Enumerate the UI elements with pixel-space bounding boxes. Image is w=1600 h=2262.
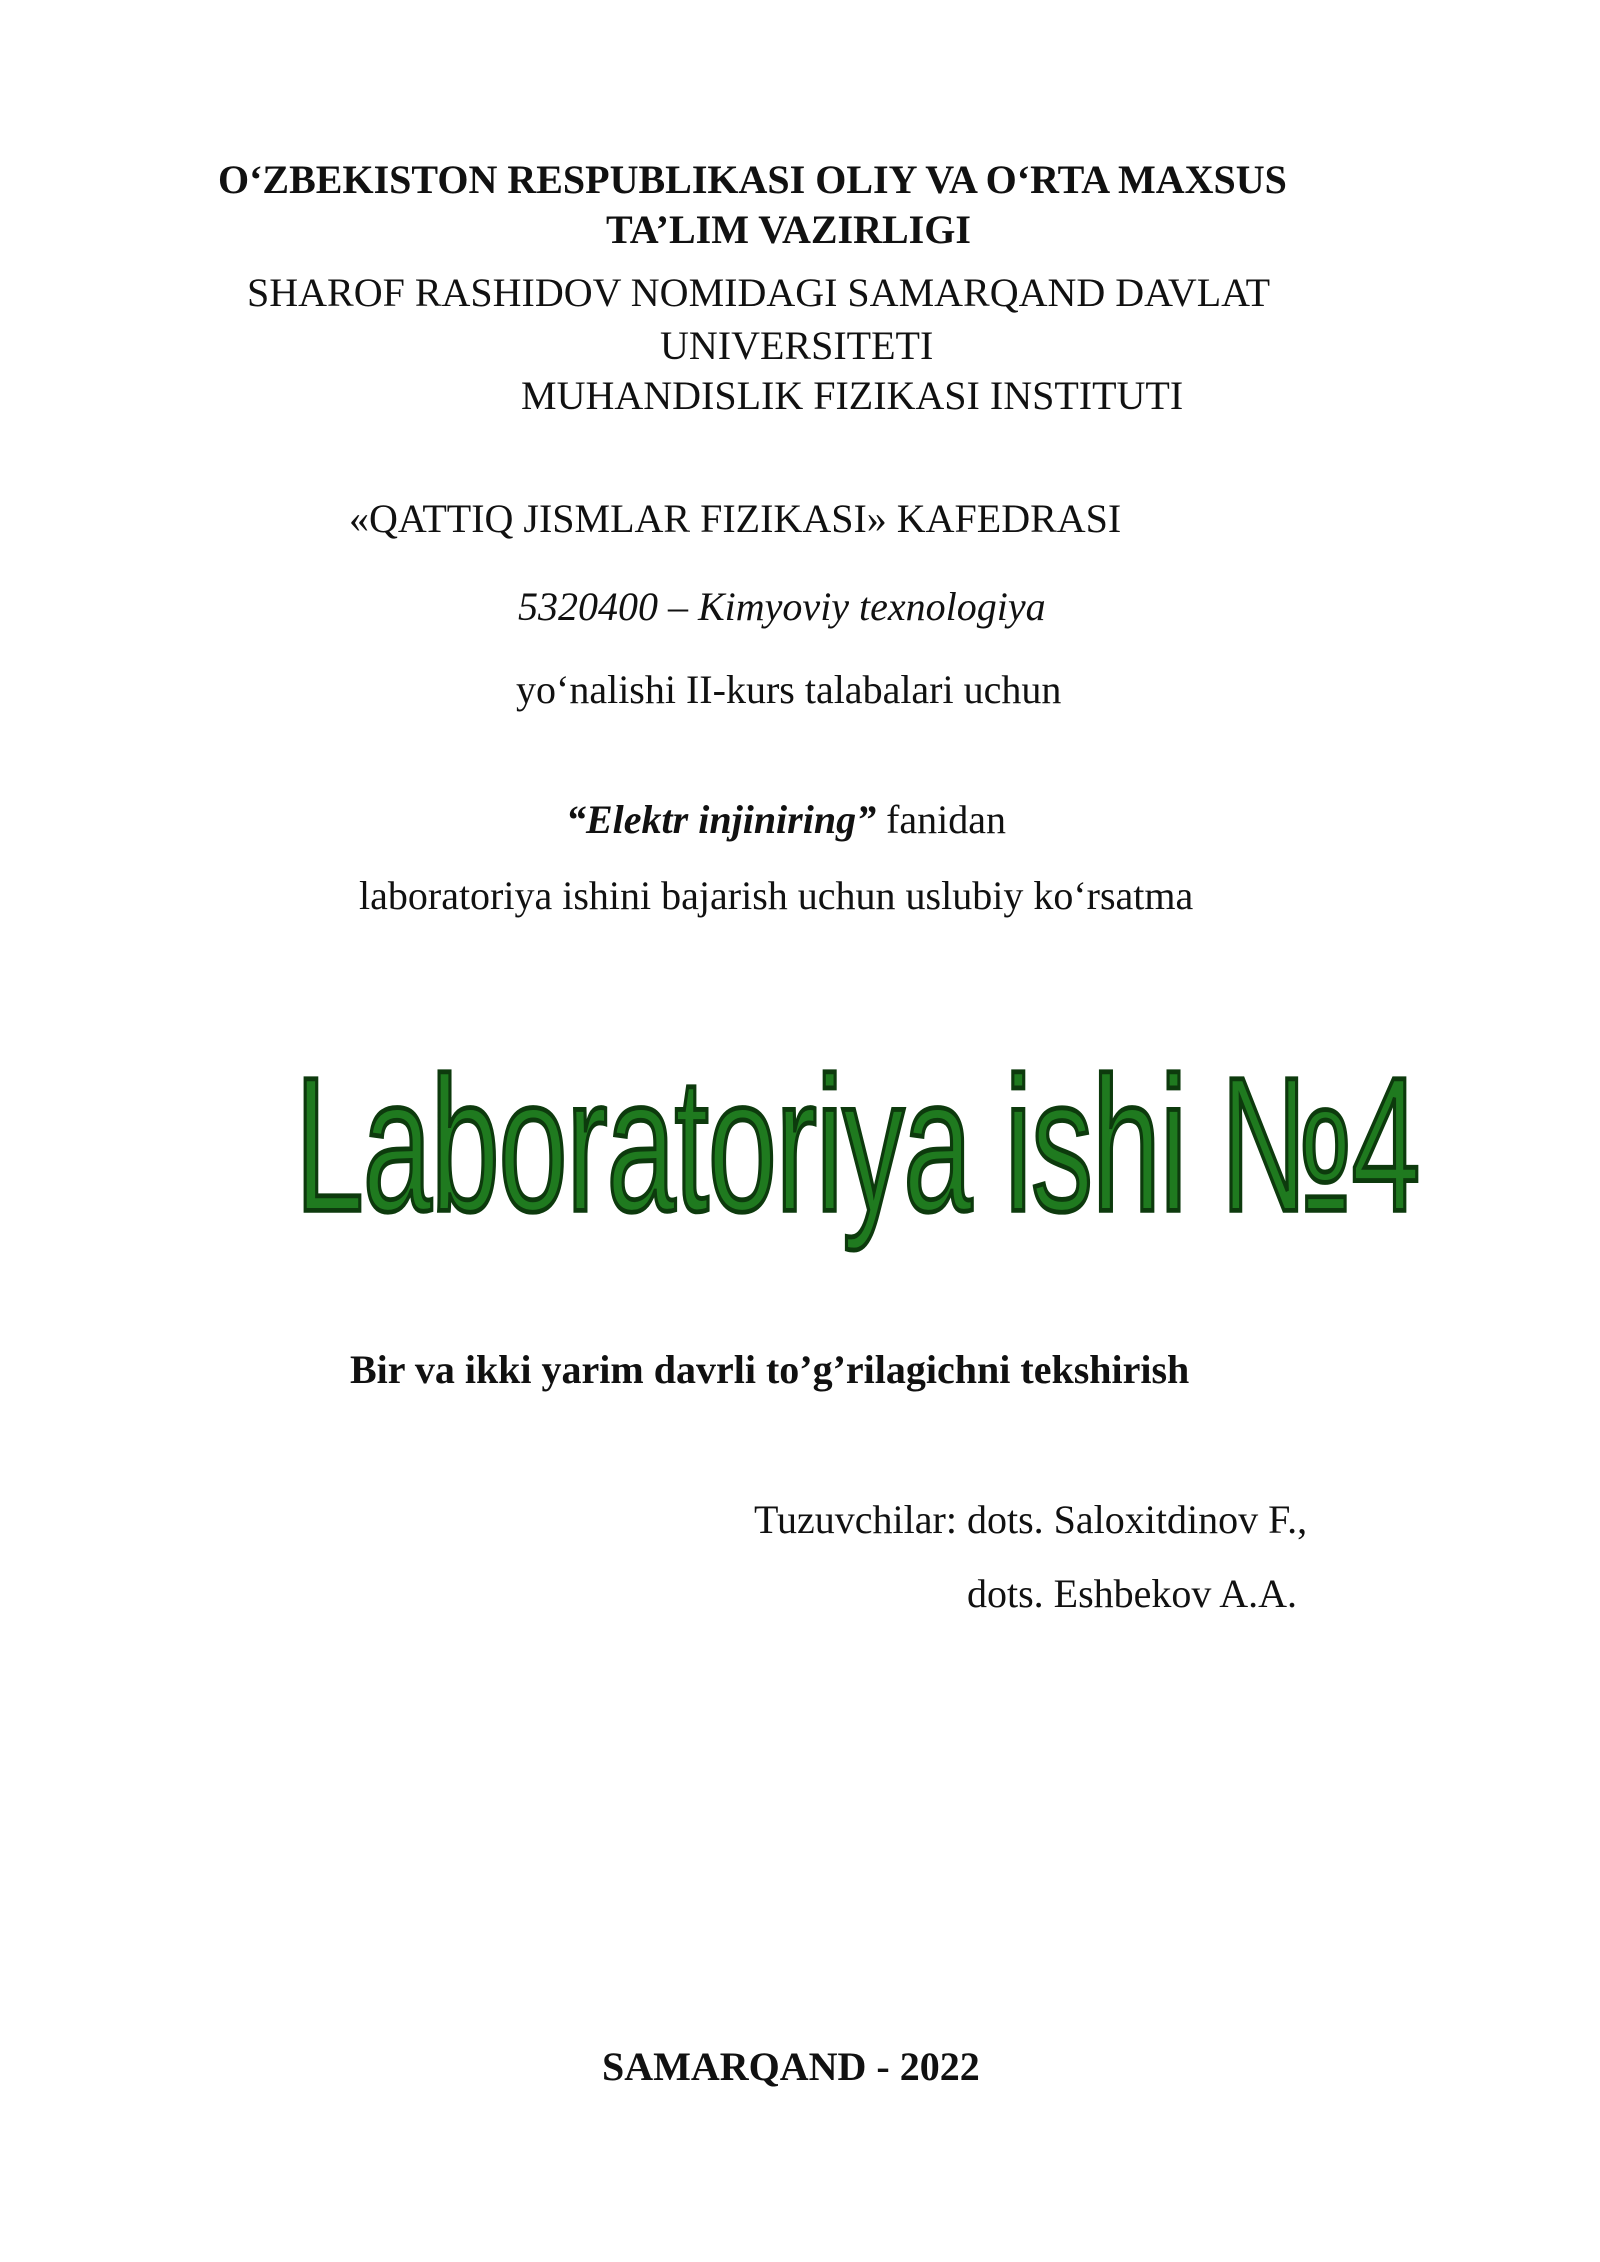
city-year-footer: SAMARQAND - 2022 (602, 2044, 980, 2089)
ministry-title-line-2: TA’LIM VAZIRLIGI (606, 207, 971, 252)
university-name-line-1: SHAROF RASHIDOV NOMIDAGI SAMARQAND DAVLAT (247, 270, 1271, 315)
subject-suffix: fanidan (876, 797, 1007, 842)
compilers-line-2: dots. Eshbekov A.A. (967, 1571, 1297, 1616)
compilers-line-1: Tuzuvchilar: dots. Saloxitdinov F., (754, 1497, 1308, 1542)
subject-line (566, 797, 1007, 842)
lab-title: Laboratoriya ishi №4 (295, 1038, 1420, 1253)
course-description: yo‘nalishi II-kurs talabalari uchun (516, 667, 1062, 712)
ministry-title-line-1: O‘ZBEKISTON RESPUBLIKASI OLIY VA O‘RTA MAXSUS (218, 157, 1287, 202)
subject-name: “Elektr injiniring” (566, 797, 877, 842)
specialty-code: 5320400 – Kimyoviy texnologiya (518, 584, 1046, 629)
institute-name: MUHANDISLIK FIZIKASI INSTITUTI (521, 373, 1184, 418)
university-name-line-2: UNIVERSITETI (660, 323, 934, 368)
department-name: «QATTIQ JISMLAR FIZIKASI» KAFEDRASI (349, 496, 1122, 541)
work-title: Bir va ikki yarim davrli to’g’rilagichni tekshirish (350, 1347, 1190, 1392)
lab-title-block (295, 1038, 1420, 1253)
guide-description: laboratoriya ishini bajarish uchun uslubiy ko‘rsatma (359, 873, 1194, 918)
